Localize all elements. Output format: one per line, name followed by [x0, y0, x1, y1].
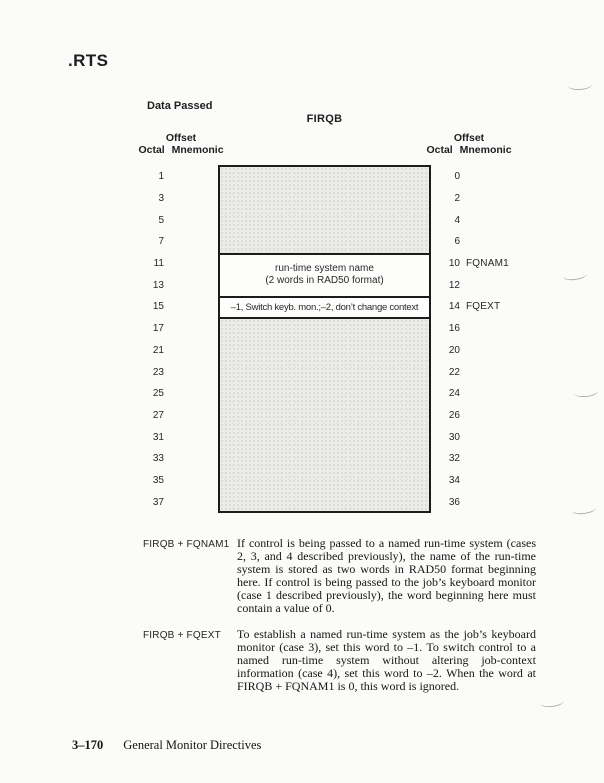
- left-column-header: [138, 133, 224, 156]
- right-offset-column: [444, 166, 564, 513]
- right-offset-octal: 20: [448, 344, 460, 356]
- page-number: 3–170: [72, 738, 104, 752]
- right-offset-octal: 4: [454, 214, 460, 226]
- left-offset: 31: [152, 431, 164, 443]
- right-offset-row: [444, 383, 466, 405]
- right-column-header: [426, 133, 512, 156]
- left-offset-column: [120, 166, 164, 513]
- fqext-term-label: FIRQB + FQEXT: [143, 630, 221, 641]
- section-label: Data Passed: [147, 100, 213, 112]
- left-offset: 23: [152, 366, 164, 378]
- right-offset-row: [444, 253, 509, 275]
- scan-curl-artifact: [574, 386, 599, 398]
- fqnam1-description: If control is being passed to a named run-time system (cases 2, 3, and 4 described previously), the name of the run-time system is stored as two words in RAD50 format beginning here. If control is being passed to the job’s keyboard monitor (case 1 described previously), the word beginning here must contain a value of 0.: [237, 536, 536, 616]
- right-offset-octal: 10: [448, 258, 460, 270]
- scan-curl-artifact: [562, 268, 587, 281]
- right-offset-octal: 12: [448, 279, 460, 291]
- left-offset: 35: [152, 474, 164, 486]
- right-offset-octal: 36: [448, 496, 460, 508]
- right-header-octal-mnemonic: Octal Mnemonic: [426, 143, 512, 156]
- left-offset: 33: [152, 453, 164, 465]
- right-offset-row: [444, 448, 466, 470]
- right-offset-octal: 32: [448, 453, 460, 465]
- left-offset: 27: [152, 409, 164, 421]
- right-offset-row: [444, 209, 466, 231]
- right-offset-row: [444, 340, 466, 362]
- left-offset: 1: [158, 171, 164, 183]
- fqext-cell: [220, 296, 429, 318]
- left-offset: 15: [152, 301, 164, 313]
- left-offset: 7: [158, 236, 164, 248]
- right-offset-row: [444, 361, 466, 383]
- left-header-octal-mnemonic: Octal Mnemonic: [138, 143, 224, 156]
- right-offset-row: [444, 231, 466, 253]
- left-offset: 13: [152, 279, 164, 291]
- right-offset-octal: 14: [448, 301, 460, 313]
- left-offset: 11: [153, 258, 164, 270]
- left-header-offset: Offset: [165, 132, 197, 144]
- left-offset: 3: [158, 193, 164, 205]
- fqnam1-cell: [220, 253, 429, 296]
- right-offset-row: [444, 318, 466, 340]
- fqext-description: To establish a named run-time system as the job’s keyboard monitor (case 3), set this word to –1. To switch control to a named run-time system without altering job-context information (case 4), set this word to –2. When the word at FIRQB + FQNAM1 is 0, this word is ignored.: [237, 627, 536, 694]
- right-offset-octal: 24: [448, 388, 460, 400]
- right-offset-octal: 22: [448, 366, 460, 378]
- left-offset: 17: [152, 323, 164, 335]
- right-offset-row: [444, 188, 466, 210]
- right-offset-row: [444, 470, 466, 492]
- scan-curl-artifact: [539, 696, 564, 709]
- fqnam1-term-label: FIRQB + FQNAM1: [143, 539, 230, 550]
- right-header-offset: Offset: [453, 132, 485, 144]
- page-heading: .RTS: [68, 51, 109, 70]
- firqb-table-title: FIRQB: [306, 113, 343, 125]
- right-offset-row: [444, 491, 466, 513]
- right-offset-row: [444, 426, 466, 448]
- right-offset-row: [444, 296, 500, 318]
- left-offset: 37: [152, 496, 164, 508]
- scan-curl-artifact: [571, 502, 596, 515]
- right-offset-octal: 34: [448, 474, 460, 486]
- right-offset-octal: 6: [454, 236, 460, 248]
- right-offset-octal: 0: [454, 171, 460, 183]
- fqext-cell-text: –1, Switch keyb. mon.;–2, don’t change context: [230, 301, 419, 313]
- right-offset-mnemonic: FQEXT: [466, 301, 501, 313]
- right-offset-octal: 30: [448, 431, 460, 443]
- right-offset-mnemonic: FQNAM1: [466, 258, 509, 270]
- reserved-cells-top: [220, 167, 429, 253]
- right-offset-octal: 16: [448, 323, 460, 335]
- page-footer: [72, 738, 261, 753]
- left-offset: 21: [152, 344, 164, 356]
- right-offset-octal: 2: [454, 193, 460, 205]
- scan-curl-artifact: [568, 79, 593, 91]
- right-offset-row: [444, 274, 466, 296]
- fqnam1-cell-line1: run-time system name: [275, 262, 374, 274]
- right-offset-row: [444, 405, 466, 427]
- left-offset: 5: [158, 214, 164, 226]
- firqb-diagram: [218, 165, 431, 513]
- left-offset: 25: [152, 388, 164, 400]
- right-offset-octal: 26: [448, 409, 460, 421]
- reserved-cells-bottom: [220, 317, 429, 511]
- right-offset-row: [444, 166, 466, 188]
- fqnam1-cell-line2: (2 words in RAD50 format): [265, 275, 384, 286]
- footer-section-title: General Monitor Directives: [123, 738, 262, 752]
